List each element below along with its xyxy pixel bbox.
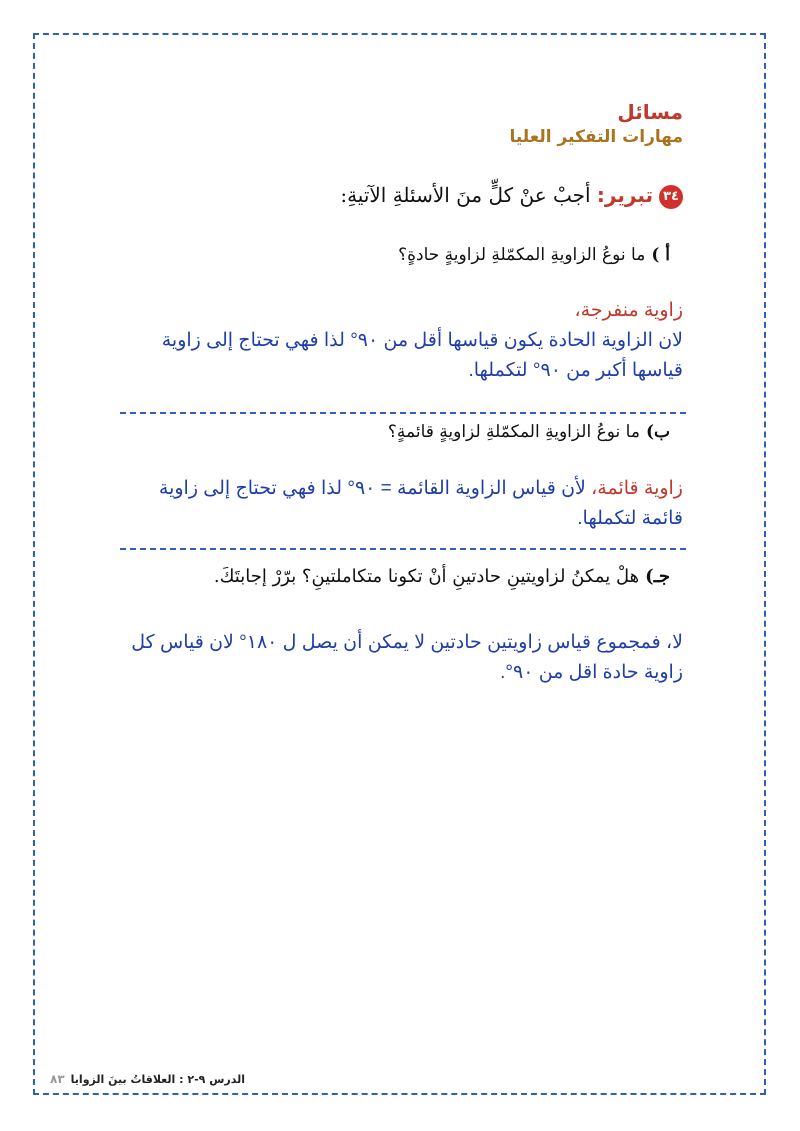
part-c-answer — [123, 628, 683, 688]
part-a-answer-blue: لان الزاوية الحادة يكون قياسها أقل من ٩٠° لذا فهي تحتاج إلى زاوية قياسها أكبر من ٩٠° لتكملها. — [161, 330, 683, 381]
section-subtitle: مهارات التفكير العليا — [509, 127, 683, 147]
part-b-label: ب) — [645, 422, 670, 442]
part-a-answer — [123, 296, 683, 386]
part-b-answer-red: زاوية قائمة، — [591, 478, 683, 499]
part-a-label: أ ) — [651, 245, 670, 265]
question-number-badge: ٣٤ — [659, 185, 683, 209]
part-b-text: ما نوعُ الزاويةِ المكمّلةِ لزاويةٍ قائمةٍ؟ — [387, 422, 640, 442]
part-b-question — [388, 422, 670, 442]
part-c-label: جـ) — [645, 566, 670, 587]
divider — [120, 412, 686, 414]
part-c-question — [214, 566, 670, 587]
part-a-answer-red: زاوية منفرجة، — [574, 300, 683, 321]
part-c-answer-blue: لا، فمجموع قياس زاويتين حادتين لا يمكن أن يصل ل ١٨٠° لان قياس كل زاوية حادة اقل من ٩٠°. — [131, 632, 683, 683]
part-a-text: ما نوعُ الزاويةِ المكمّلةِ لزاويةٍ حادةٍ؟ — [398, 245, 646, 265]
question-heading — [123, 183, 683, 209]
part-b-answer-blue: لأن قياس الزاوية القائمة = ٩٠° لذا فهي تحتاج إلى زاوية قائمة لتكملها. — [158, 478, 683, 529]
section-title: مسائل — [617, 100, 683, 124]
divider — [120, 548, 686, 550]
page-number: ٨٣ — [50, 1072, 65, 1086]
question-keyword: تبرير: — [596, 183, 653, 207]
question-text: أجبْ عنْ كلٍّ منَ الأسئلةِ الآتيةِ: — [340, 183, 591, 207]
part-c-text: هلْ يمكنُ لزاويتينِ حادتينِ أنْ تكونا متكاملتينِ؟ برّرْ إجابتَكَ. — [213, 566, 640, 587]
footer-lesson: الدرس ٩-٢ : العلاقاتُ بينَ الزوايا — [70, 1073, 245, 1086]
part-a-question — [398, 245, 670, 265]
part-b-answer — [123, 474, 683, 534]
page-footer — [50, 1072, 245, 1086]
